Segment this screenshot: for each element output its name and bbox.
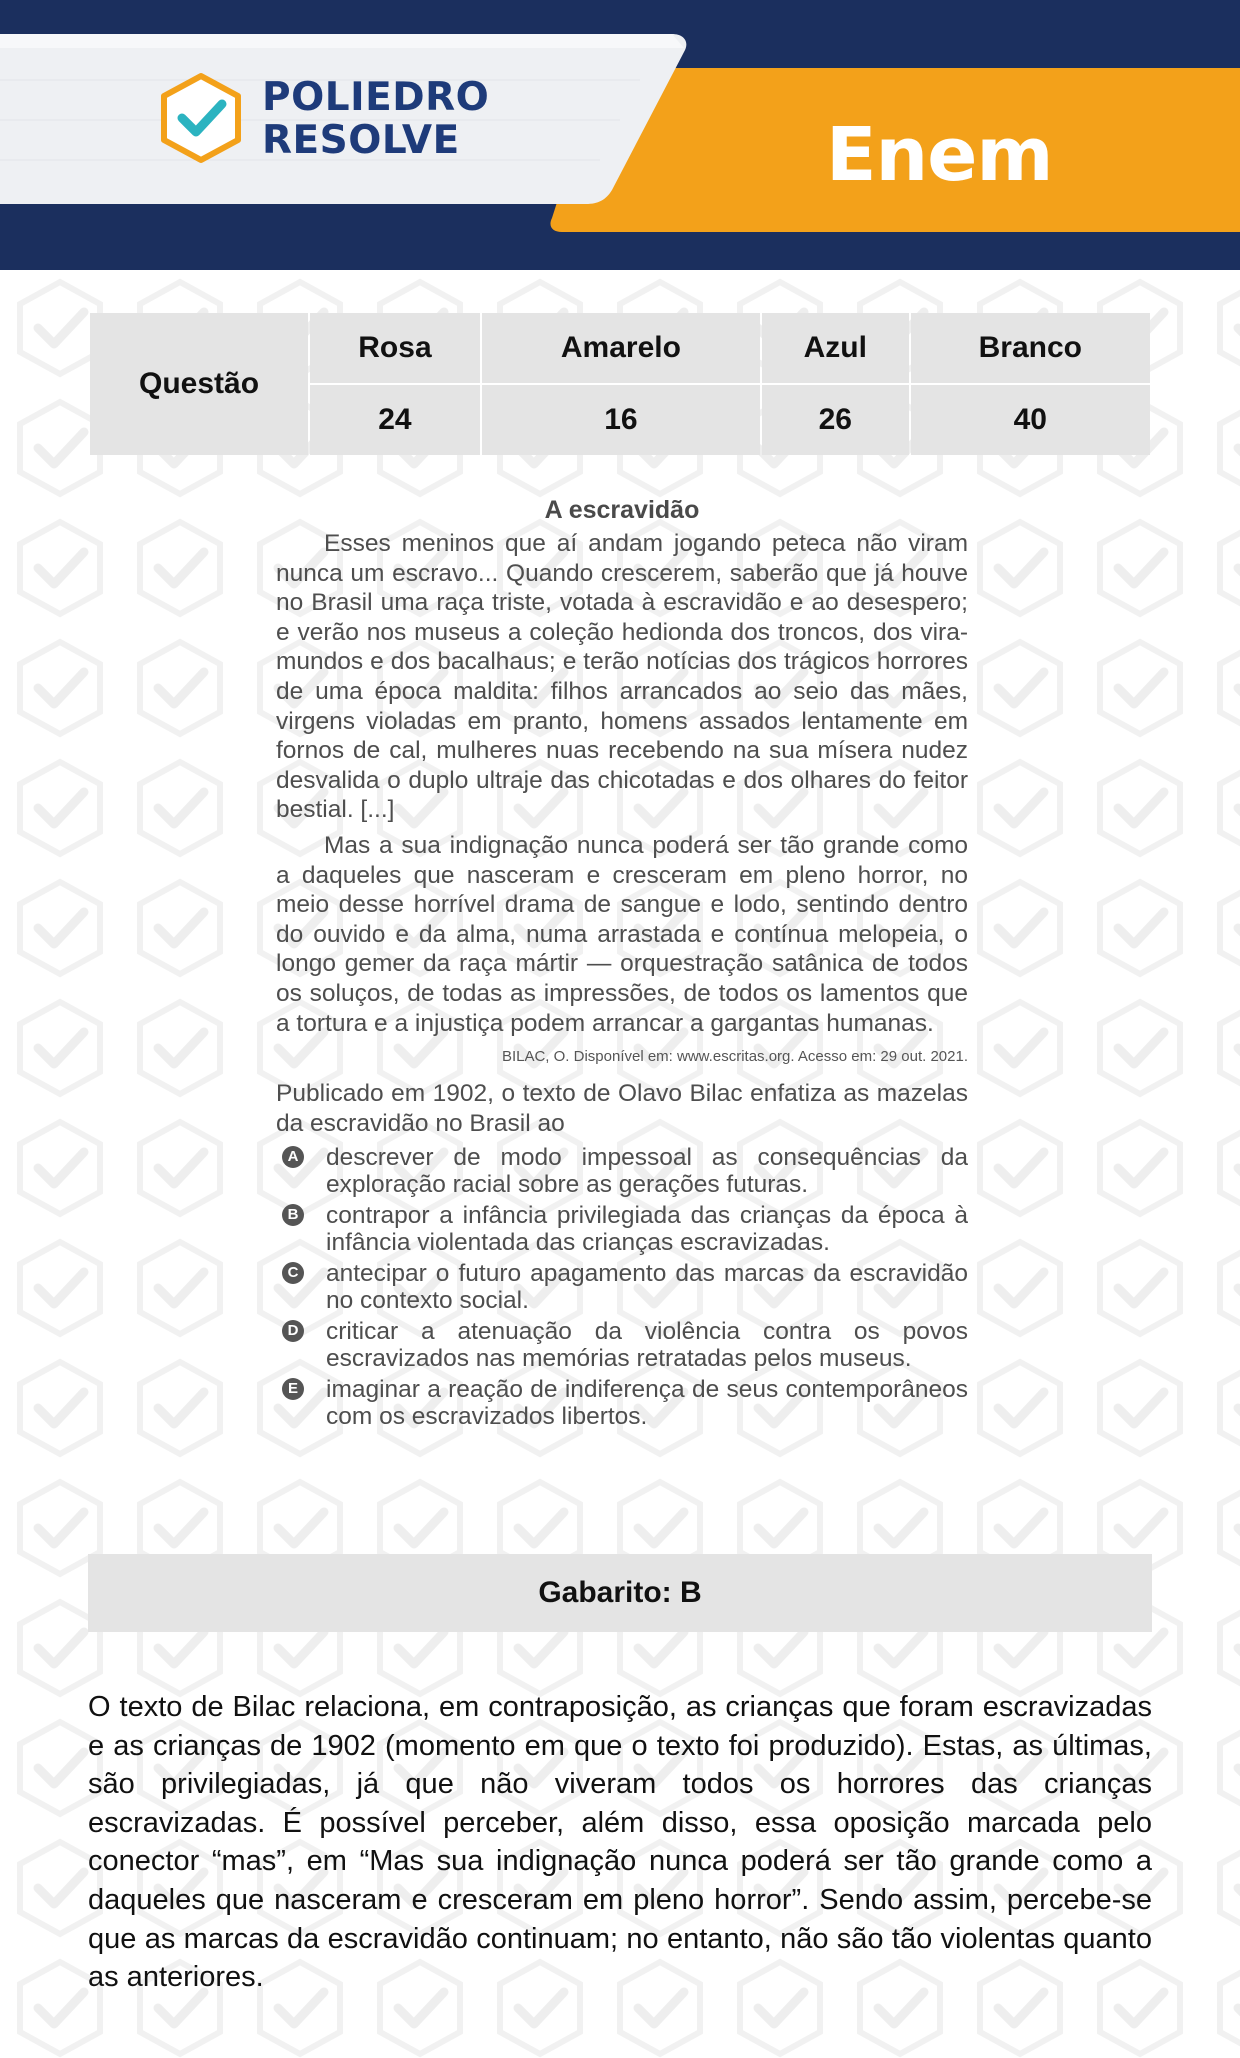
option-e xyxy=(276,1376,968,1430)
option-letter-badge: C xyxy=(282,1262,304,1284)
exam-title: Enem xyxy=(826,112,1053,198)
option-a xyxy=(276,1144,968,1198)
option-text: imaginar a reação de indiferença de seus contemporâneos com os escravizados libertos. xyxy=(326,1376,968,1431)
option-b xyxy=(276,1202,968,1256)
option-d xyxy=(276,1318,968,1372)
question-label-cell: Questão xyxy=(90,313,308,455)
brand-logo-text xyxy=(262,76,489,162)
option-letter-badge: D xyxy=(282,1320,304,1342)
question-number-azul: 26 xyxy=(762,385,909,455)
question-block xyxy=(276,496,968,1434)
column-header-amarelo: Amarelo xyxy=(482,313,760,383)
answer-explanation: O texto de Bilac relaciona, em contraposição, as crianças que foram escravizadas e as crianças de 1902 (momento em que o texto foi produzido). Estas, as últimas, são privilegiadas, já que não viveram todos os horrores das crianças escravizadas. É possível perceber, além disso, essa oposição marcada pelo conector “mas”, em “Mas sua indignação nunca poderá ser tão grande como a daqueles que nasceram e cresceram em pleno horror”. Sendo assim, percebe-se que as marcas da escravidão continuam; no entanto, não são tão violentas quanto as anteriores. xyxy=(88,1691,1152,1994)
option-text: contrapor a infância privilegiada das crianças da época à infância violentada das crianças escravizadas. xyxy=(326,1202,968,1257)
question-number-branco: 40 xyxy=(911,385,1150,455)
text-title: A escravidão xyxy=(544,496,700,524)
text-source: BILAC, O. Disponível em: www.escritas.org. Acesso em: 29 out. 2021. xyxy=(501,1048,968,1066)
option-letter-badge: B xyxy=(282,1204,304,1226)
check-hexagon-icon xyxy=(158,72,244,164)
question-number-table xyxy=(88,311,1152,457)
brand-line-1: POLIEDRO xyxy=(262,75,490,120)
option-text: antecipar o futuro apagamento das marcas da escravidão no contexto social. xyxy=(326,1260,968,1315)
text-paragraph: Mas a sua indignação nunca poderá ser tão grande como a daqueles que nasceram e cresceram em pleno horror, no meio desse horrível drama de sangue e lodo, sentindo dentro do ouvido e da alma, numa arrastada e contínua melopeia, o longo gemer da raça mártir — orquestração satânica de todos os soluços, de todas as impressões, de todos os lamentos que a tortura e a injustiça podem arrancar a gargantas humanas. xyxy=(276,831,968,1037)
option-text: descrever de modo impessoal as consequências da exploração racial sobre as gerações futuras. xyxy=(326,1144,968,1199)
option-letter-badge: A xyxy=(282,1146,304,1168)
brand-line-2: RESOLVE xyxy=(262,118,460,163)
question-number-rosa: 24 xyxy=(310,385,480,455)
text-paragraph: Esses meninos que aí andam jogando peteca não viram nunca um escravo... Quando crescerem, saberão que já houve no Brasil uma raça triste, votada à escravidão e ao desespero; e verão nos museus a coleção hedionda dos troncos, dos vira-mundos e dos bacalhaus; e terão notícias dos trágicos horrores de uma época maldita: filhos arrancados ao seio das mães, virgens violadas em pranto, homens assados lentamente em fornos de cal, mulheres nuas recebendo na sua mísera nudez desvalida o duplo ultraje das chicotadas e dos olhares do feitor bestial. [...] xyxy=(276,530,968,824)
question-stem: Publicado em 1902, o texto de Olavo Bilac enfatiza as mazelas da escravidão no Brasil ao xyxy=(276,1080,968,1137)
option-c xyxy=(276,1260,968,1314)
answer-key-bar: Gabarito: B xyxy=(88,1554,1152,1632)
option-text: criticar a atenuação da violência contra os povos escravizados nas memórias retratadas pelos museus. xyxy=(326,1318,968,1373)
column-header-branco: Branco xyxy=(911,313,1150,383)
column-header-azul: Azul xyxy=(762,313,909,383)
column-header-rosa: Rosa xyxy=(310,313,480,383)
option-letter-badge: E xyxy=(282,1378,304,1400)
question-number-amarelo: 16 xyxy=(482,385,760,455)
